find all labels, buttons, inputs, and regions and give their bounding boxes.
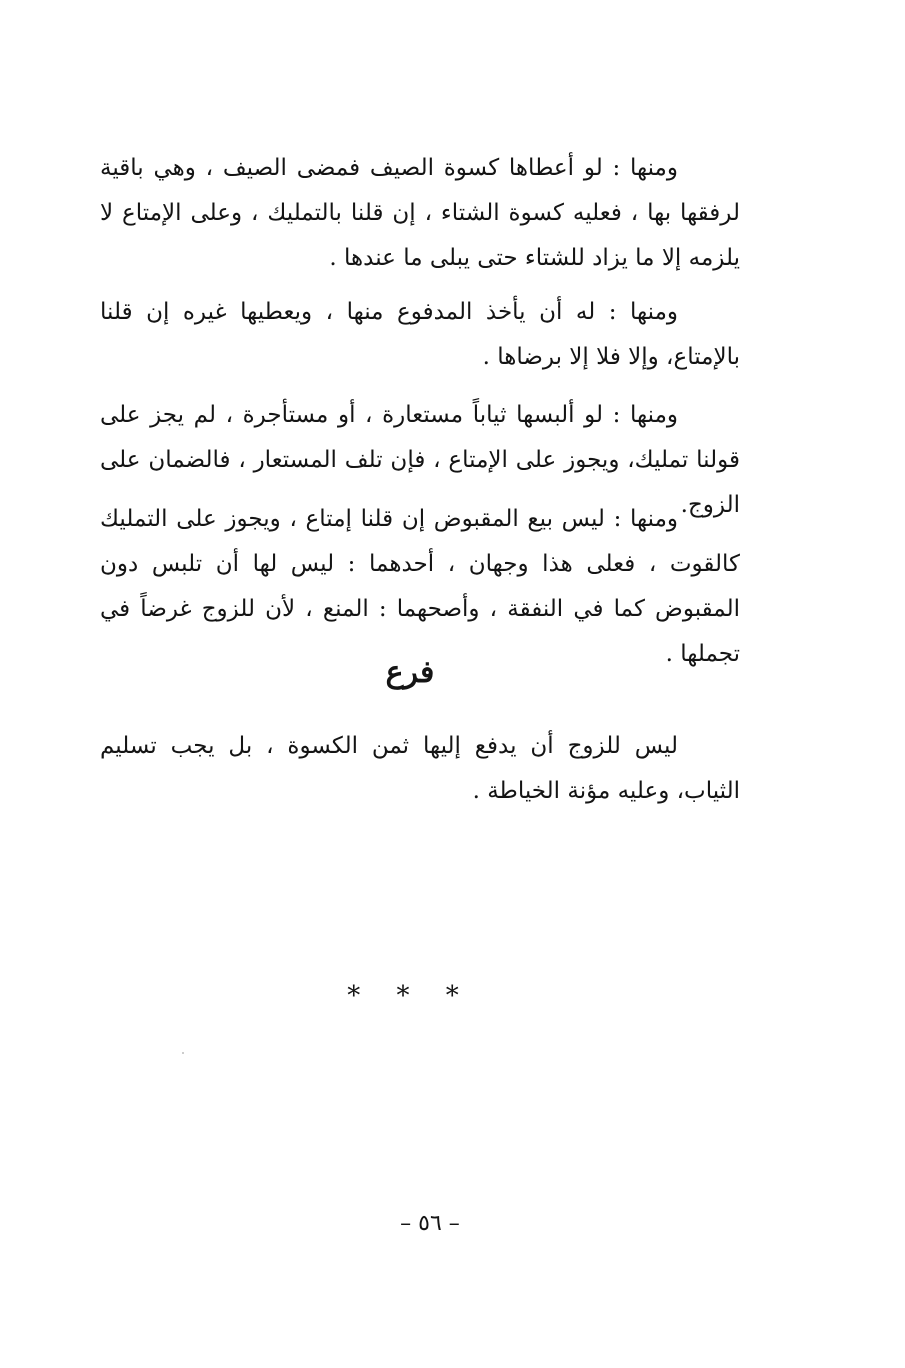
- page-number: – ٥٦ –: [400, 1211, 460, 1236]
- paragraph-4: ومنها : ليس بيع المقبوض إن قلنا إمتاع ، ويجوز على التمليك كالقوت ، فعلى هذا وجهان ، أحدهما : ليس لها أن تلبس دون المقبوض كما في النفقة ، وأصحهما : المنع ، لأن للزوج غرضاً في تجملها .: [100, 506, 740, 667]
- asterisk-separator: * * *: [347, 981, 473, 1011]
- paragraph-3: ومنها : لو ألبسها ثياباً مستعارة ، أو مستأجرة ، لم يجز على قولنا تمليك، ويجوز على الإمتاع ، فإن تلف المستعار ، فالضمان على الزوج.: [100, 402, 740, 518]
- section-heading: فرع: [385, 655, 435, 690]
- paragraph-1: ومنها : لو أعطاها كسوة الصيف فمضى الصيف ، وهي باقية لرفقها بها ، فعليه كسوة الشتاء ، إن قلنا بالتمليك ، وعلى الإمتاع لا يلزمه إلا ما يزاد للشتاء حتى يبلى ما عندها .: [100, 155, 740, 271]
- scan-speck: [182, 1052, 184, 1054]
- section-paragraph: ليس للزوج أن يدفع إليها ثمن الكسوة ، بل يجب تسليم الثياب، وعليه مؤنة الخياطة .: [100, 733, 740, 804]
- paragraph-2: ومنها : له أن يأخذ المدفوع منها ، ويعطيها غيره إن قلنا بالإمتاع، وإلا فلا إلا برضاها .: [100, 299, 740, 370]
